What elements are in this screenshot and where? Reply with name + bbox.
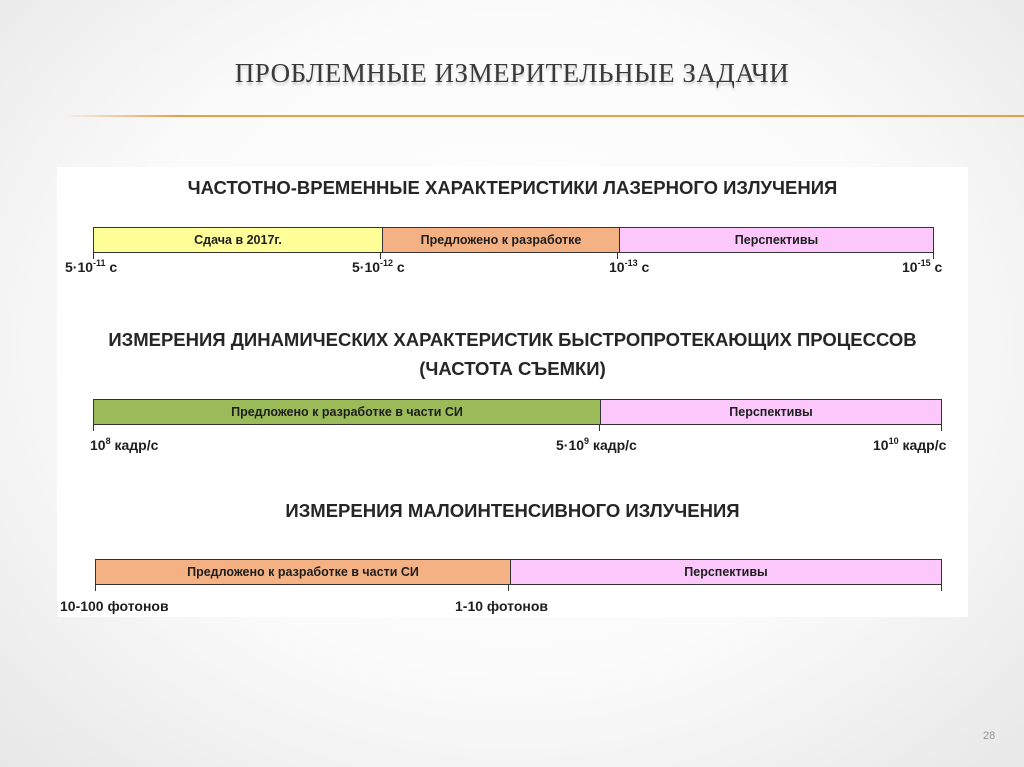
tick-label: $10^8$ кадр/с: [90, 436, 159, 453]
title-divider: [60, 115, 1024, 117]
tick-mark: [941, 425, 942, 431]
page-title: ПРОБЛЕМНЫЕ ИЗМЕРИТЕЛЬНЫЕ ЗАДАЧИ: [234, 58, 790, 88]
segment-delivered-2017: Сдача в 2017г.: [94, 228, 382, 252]
tick-label: 1-10 фотонов: [455, 598, 549, 614]
section-heading-dynamic: ИЗМЕРЕНИЯ ДИНАМИЧЕСКИХ ХАРАКТЕРИСТИК БЫСТРОПРОТЕКАЮЩИХ ПРОЦЕССОВ: [108, 329, 917, 350]
section-heading-dynamic-sub: (ЧАСТОТА СЪЕМКИ): [419, 358, 606, 379]
tick-mark: [93, 425, 94, 431]
tick-label: $5\cdot 10^9$ кадр/с: [556, 436, 637, 453]
section-heading-low-intensity: ИЗМЕРЕНИЯ МАЛОИНТЕНСИВНОГО ИЗЛУЧЕНИЯ: [285, 500, 740, 521]
tick-mark: [599, 425, 600, 431]
tick-label: $5\cdot 10^{-12}$ с: [352, 258, 405, 275]
tick-label: $5\cdot 10^{-11}$ с: [65, 258, 118, 275]
tick-label: $10^{-15}$ с: [902, 258, 943, 275]
tick-label: 10-100 фотонов: [60, 598, 169, 614]
segment-prospects: Перспективы: [510, 560, 941, 584]
section-heading-laser: ЧАСТОТНО-ВРЕМЕННЫЕ ХАРАКТЕРИСТИКИ ЛАЗЕРНОГО ИЗЛУЧЕНИЯ: [187, 177, 838, 198]
segment-prospects: Перспективы: [600, 400, 941, 424]
segment-prospects: Перспективы: [619, 228, 933, 252]
tick-mark: [508, 585, 509, 591]
segment-proposed: Предложено к разработке: [382, 228, 619, 252]
page-number: 28: [983, 730, 996, 742]
segment-proposed-si: Предложено к разработке в части СИ: [96, 560, 510, 584]
timeline-bar-low-intensity: [95, 559, 942, 585]
tick-label: $10^{-13}$ с: [609, 258, 650, 275]
tick-label: $10^{10}$ кадр/с: [873, 436, 947, 453]
tick-mark: [941, 585, 942, 591]
timeline-bar-laser: [93, 227, 934, 253]
segment-proposed-si: Предложено к разработке в части СИ: [94, 400, 600, 424]
tick-mark: [95, 585, 96, 591]
content-panel: [57, 167, 968, 617]
timeline-bar-dynamic: [93, 399, 942, 425]
